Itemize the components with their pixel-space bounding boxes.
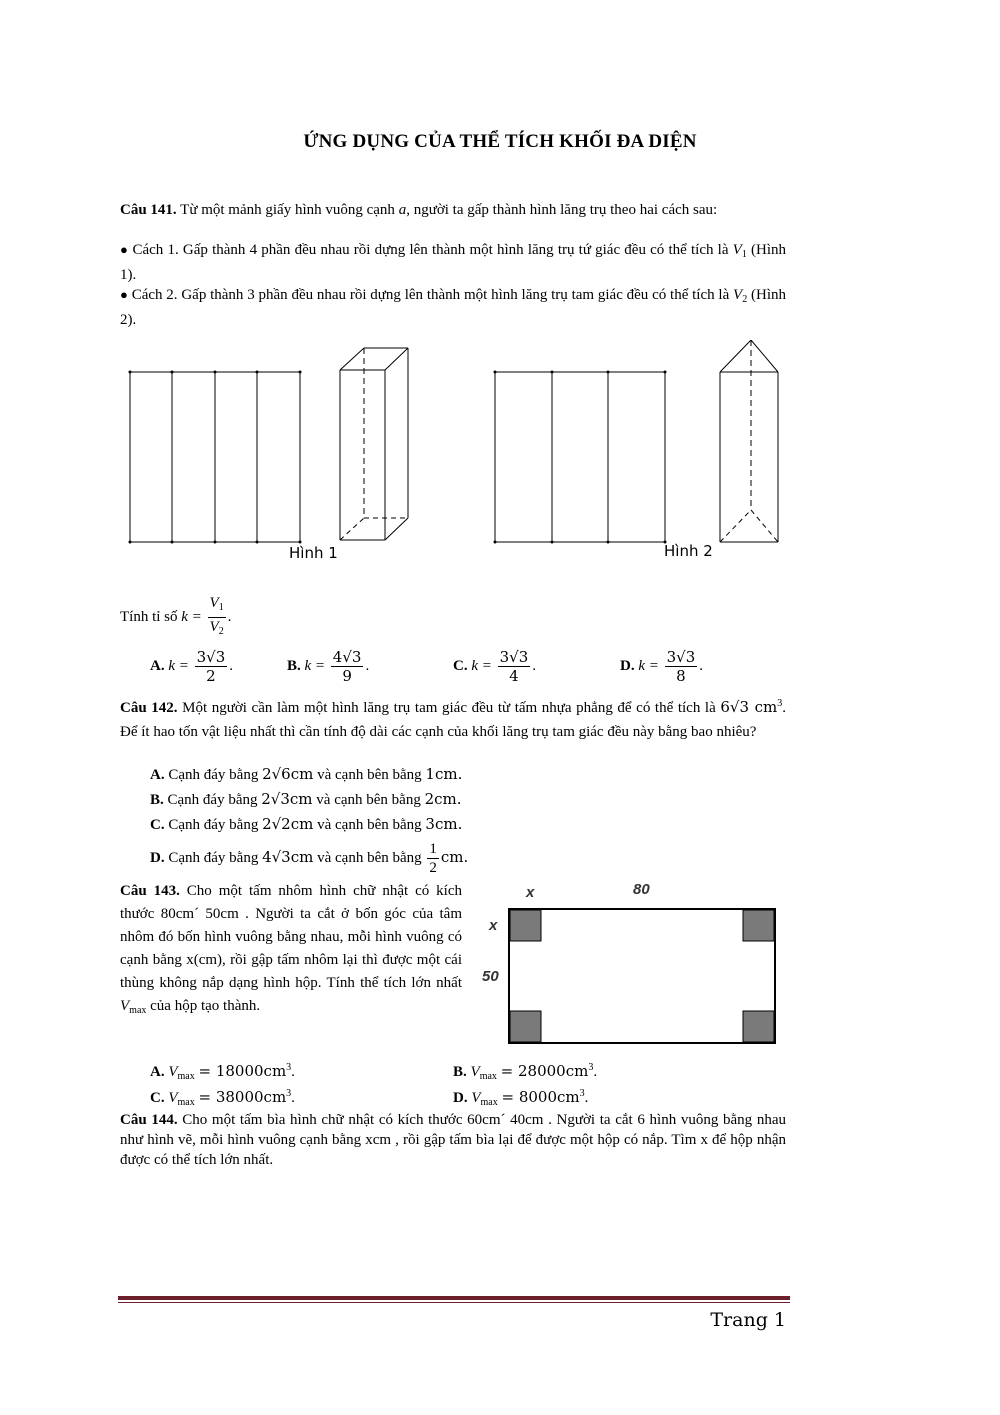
figure-2-label: Hình 2 [664,542,713,560]
option-num: 3√3 [196,648,226,666]
q141-bullet-1 [120,240,786,285]
option-eq: = 18000cm [198,1062,287,1080]
q143-text [120,880,462,1022]
q141-intro [120,200,786,220]
option-k: k = [168,657,189,674]
option-num: 4√3 [332,648,362,666]
q141-label: Câu 141. [120,202,177,218]
figure-1-sheet [130,372,300,542]
option-mid: và cạnh bên bằng [317,817,422,833]
option-num: 3√3 [666,648,696,666]
option-label: D. [620,657,635,674]
figure-2-prism [720,340,778,542]
q143-option-a[interactable] [150,1058,295,1087]
option-label: A. [150,657,165,674]
q142-text [120,692,786,744]
v1-sub: 1 [741,249,747,260]
option-num: 3√3 [499,648,529,666]
ratio-num-sub: 1 [218,602,224,613]
q142-text1: Một người cần làm một hình lăng trụ tam giác đều từ tấm nhựa phẳng để có thể tích là [182,700,716,716]
option-label: A. [150,1064,165,1080]
page-number: Trang 1 [710,1309,786,1331]
q143-body-end: của hộp tạo thành. [150,998,261,1014]
label-x-top: x [526,884,535,901]
q141-text-end: , người ta gấp thành hình lăng trụ theo hai cách sau: [406,202,718,218]
label-height: 50 [482,968,499,985]
footer-rule-thin [118,1302,790,1303]
option-den: 4 [509,667,519,685]
option-label: C. [150,1090,165,1106]
aluminum-sheet [509,909,775,1043]
q142-option-d[interactable] [150,840,468,877]
option-end: . [291,1090,295,1106]
cut-square [510,910,541,941]
v2-var: V [733,287,743,303]
q141-bullet1-end: (Hình 1). [120,242,787,283]
option-end: . [291,1064,295,1080]
option-eq: = 8000cm [501,1088,580,1106]
option-text: Cạnh đáy bằng [168,767,259,783]
q141-ratio: Tính tỉ số k = $\frac{V_1}{V_2}$ . [120,594,786,641]
q144-text [120,1110,786,1170]
q142-option-c[interactable] [150,814,462,835]
option-end: . [593,1064,598,1080]
option-sub: max [479,1071,497,1082]
ratio-den: V [209,619,219,635]
bullet-icon: ● [120,242,129,257]
option-side-num: 1 [429,841,437,857]
option-den: 8 [676,667,686,685]
option-sup: 3 [579,1088,585,1099]
q142-volume: 6√3 cm [720,698,778,716]
option-sup: 3 [286,1062,292,1073]
option-den: 9 [342,667,352,685]
ratio-text: Tính tỉ số [120,608,178,625]
q144-label: Câu 144. [120,1112,178,1128]
option-label: B. [150,792,164,808]
option-end: . [584,1090,589,1106]
q142-label: Câu 142. [120,700,178,716]
q142-option-b[interactable] [150,789,462,810]
ratio-num: V [209,595,219,611]
figure-1-prism [340,348,408,540]
option-eq: = 28000cm [500,1062,589,1080]
q141-bullet2-end: (Hình 2). [120,287,787,328]
option-sub: max [177,1097,195,1108]
q141-bullet-2 [120,285,786,330]
option-v: V [470,1064,480,1080]
option-label: B. [453,1064,467,1080]
q143-option-b[interactable] [453,1058,597,1087]
label-x-left: x [489,917,498,934]
label-width: 80 [633,881,650,898]
option-base: 4√3cm [262,847,314,866]
q142-volume-sup: 3 [777,698,783,709]
option-label: D. [453,1090,468,1106]
q141-bullet2-text: Cách 2. Gấp thành 3 phần đều nhau rồi dựng lên thành một hình lăng trụ tam giác đều có thể tích là [131,287,730,303]
footer-rule [118,1296,790,1300]
option-sub: max [177,1071,195,1082]
q141-option-b[interactable]: B. k = $\frac{4√3}{9}$ . [287,648,370,685]
q141-text: Từ một mảnh giấy hình vuông cạnh [180,202,395,218]
option-mid: và cạnh bên bằng [317,767,422,783]
option-sup: 3 [588,1062,594,1073]
option-sup: 3 [286,1088,292,1099]
option-den: 2 [206,667,216,685]
option-mid: và cạnh bên bằng [317,849,422,866]
q143-body: Cho một tấm nhôm hình chữ nhật có kích thước 80cm´ 50cm . Người ta cắt ở bốn góc của tâm nhôm đó bốn hình vuông bằng nhau, mỗi hình vuông có cạnh bằng x(cm), rồi gập tấm nhôm lại thì được một cái thùng không nắp dạng hình hộp. Tính thể tích lớn nhất [120,883,462,991]
option-k: k = [638,657,659,674]
vmax-var: V [120,998,130,1014]
option-label: B. [287,657,301,674]
q141-bullet1-text: Cách 1. Gấp thành 4 phần đều nhau rồi dựng lên thành một hình lăng trụ tứ giác đều có thể tích là [132,242,729,258]
q142-text2: . Để ít hao tốn vật liệu nhất thì cần tính độ dài các cạnh của khối lăng trụ tam giác đều này bằng bao nhiêu? [120,700,786,740]
ratio-fraction [208,594,226,641]
bullet-icon: ● [120,287,128,302]
option-text: Cạnh đáy bằng [168,817,259,833]
q141-var-a: a [398,202,407,218]
ratio-den-sub: 2 [218,626,224,637]
option-sub: max [480,1097,498,1108]
cut-square [743,1011,774,1042]
option-text: Cạnh đáy bằng [167,792,258,808]
figure-1-label: Hình 1 [289,544,338,562]
q142-option-a[interactable] [150,764,462,785]
ratio-k: k = [181,608,202,625]
q143-option-d[interactable] [453,1084,588,1113]
option-base: 2√2cm [262,815,314,833]
option-k: k = [471,657,492,674]
cut-square [510,1011,541,1042]
option-base: 2√3cm [261,790,313,808]
option-text: Cạnh đáy bằng [168,849,259,866]
option-eq: = 38000cm [198,1088,287,1106]
v1-var: V [732,242,742,258]
option-label: D. [150,849,165,866]
cut-square [743,910,774,941]
q143-option-c[interactable] [150,1084,295,1113]
option-v: V [471,1090,481,1106]
option-base: 2√6cm [262,765,314,783]
page-title: ỨNG DỤNG CỦA THỂ TÍCH KHỐI ĐA DIỆN [303,131,697,152]
option-side: 1cm. [425,765,463,783]
q143-label: Câu 143. [120,883,180,899]
option-k: k = [304,657,326,674]
q141-option-a[interactable]: A. k = $\frac{3√3}{2}$ . [150,648,234,685]
v2-sub: 2 [742,294,748,305]
option-mid: và cạnh bên bằng [316,792,421,808]
q141-figures [120,340,800,560]
option-label: C. [150,817,165,833]
option-label: A. [150,767,165,783]
option-v: V [168,1064,178,1080]
option-v: V [168,1090,178,1106]
option-label: C. [453,657,468,674]
q143-diagram [505,905,780,1045]
figure-2-sheet [495,372,665,542]
option-side-den: 2 [429,860,437,876]
q144-body: Cho một tấm bìa hình chữ nhật có kích thước 60cm´ 40cm . Người ta cắt 6 hình vuông bằng nhau như hình vẽ, mỗi hình vuông cạnh bằng xcm , rồi gập tấm bìa lại để được một hộp có nắp. Tìm x để hộp nhận được có thể tích lớn nhất. [120,1112,787,1168]
option-side-unit: cm. [440,847,469,866]
option-side: 3cm. [425,815,463,833]
option-side: 2cm. [424,790,462,808]
q141-option-c[interactable]: C. k = $\frac{3√3}{4}$ . [453,648,537,685]
vmax-sub: max [129,1005,147,1016]
q141-option-d[interactable]: D. k = $\frac{3√3}{8}$ . [620,648,704,685]
